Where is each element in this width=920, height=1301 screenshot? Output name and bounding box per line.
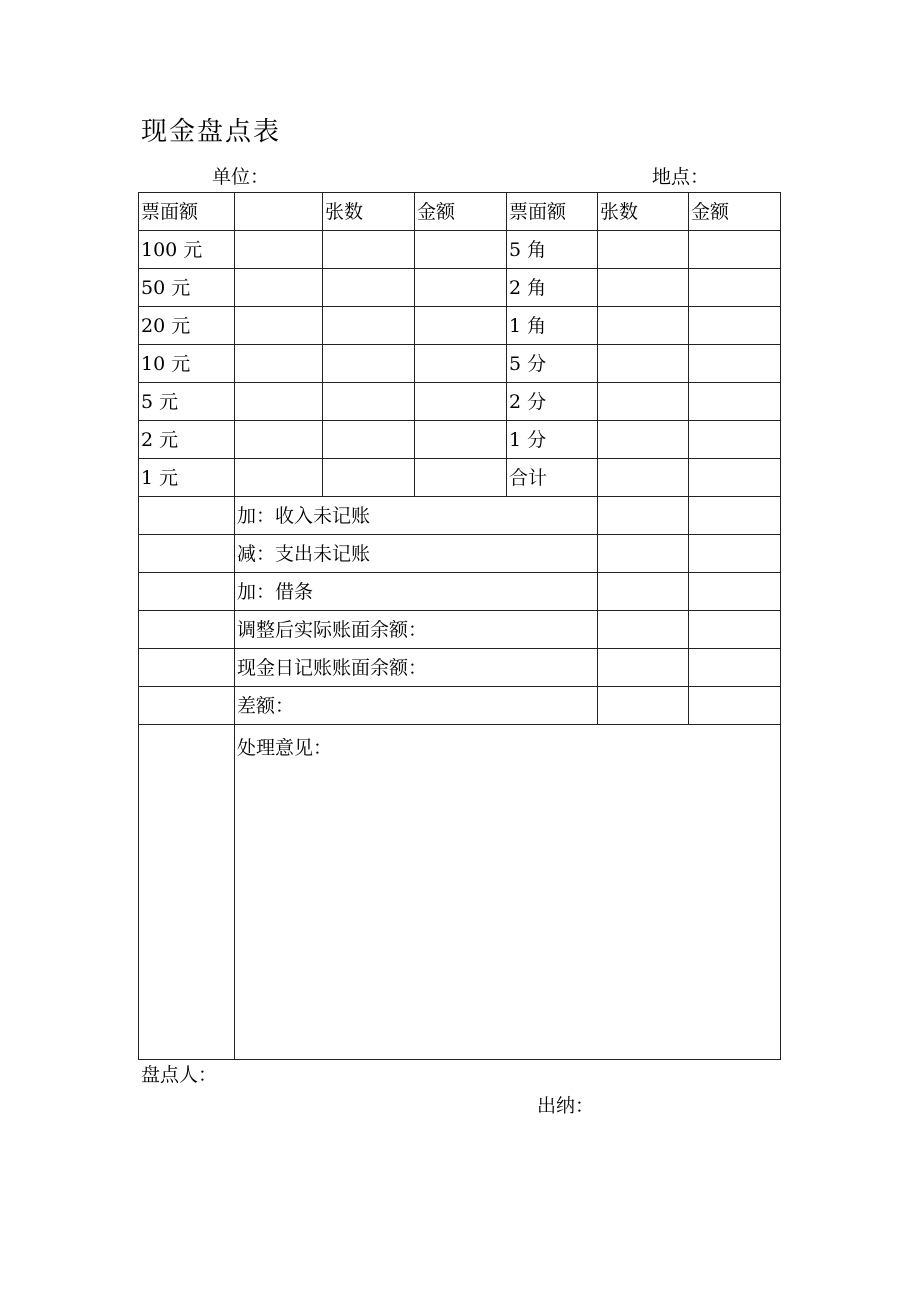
blank-cell xyxy=(139,725,235,1060)
amount-cell[interactable] xyxy=(689,497,781,535)
blank-cell[interactable] xyxy=(235,269,323,307)
amount-cell[interactable] xyxy=(689,687,781,725)
page-title: 现金盘点表 xyxy=(141,117,282,147)
count-cell[interactable] xyxy=(598,421,689,459)
count-cell[interactable] xyxy=(598,459,689,497)
amount-cell[interactable] xyxy=(689,307,781,345)
denomination-cell: 5 分 xyxy=(507,345,598,383)
amount-cell[interactable] xyxy=(415,231,507,269)
amount-cell[interactable] xyxy=(689,611,781,649)
blank-cell xyxy=(139,497,235,535)
blank-cell[interactable] xyxy=(235,421,323,459)
blank-cell xyxy=(139,573,235,611)
opinion-row xyxy=(139,725,781,1060)
header-amount-left: 金额 xyxy=(415,193,507,231)
table-header-row xyxy=(139,193,781,231)
amount-cell[interactable] xyxy=(415,345,507,383)
blank-cell[interactable] xyxy=(235,345,323,383)
amount-cell[interactable] xyxy=(415,307,507,345)
adjustment-label: 加：收入未记账 xyxy=(235,497,598,535)
adjustment-row xyxy=(139,497,781,535)
opinion-field[interactable]: 处理意见： xyxy=(235,725,781,1060)
total-label-cell: 合计 xyxy=(507,459,598,497)
table-row xyxy=(139,345,781,383)
count-cell[interactable] xyxy=(598,535,689,573)
table-row xyxy=(139,269,781,307)
table-row xyxy=(139,231,781,269)
count-cell[interactable] xyxy=(598,307,689,345)
denomination-cell: 5 角 xyxy=(507,231,598,269)
denomination-cell: 2 分 xyxy=(507,383,598,421)
amount-cell[interactable] xyxy=(415,421,507,459)
table-row xyxy=(139,421,781,459)
denomination-cell: 1 分 xyxy=(507,421,598,459)
count-cell[interactable] xyxy=(598,383,689,421)
denomination-cell: 100 元 xyxy=(139,231,235,269)
denomination-cell: 10 元 xyxy=(139,345,235,383)
amount-cell[interactable] xyxy=(415,459,507,497)
amount-cell[interactable] xyxy=(689,231,781,269)
header-blank xyxy=(235,193,323,231)
adjustment-row xyxy=(139,687,781,725)
blank-cell xyxy=(139,535,235,573)
denomination-cell: 1 角 xyxy=(507,307,598,345)
count-cell[interactable] xyxy=(323,383,415,421)
blank-cell[interactable] xyxy=(235,459,323,497)
denomination-cell: 20 元 xyxy=(139,307,235,345)
count-cell[interactable] xyxy=(323,231,415,269)
amount-cell[interactable] xyxy=(415,383,507,421)
adjustment-label: 差额： xyxy=(235,687,598,725)
cash-count-table xyxy=(138,192,781,1060)
table-row xyxy=(139,383,781,421)
cashier-signature-label: 出纳： xyxy=(537,1095,595,1117)
amount-cell[interactable] xyxy=(689,459,781,497)
table-row xyxy=(139,307,781,345)
count-cell[interactable] xyxy=(598,345,689,383)
count-cell[interactable] xyxy=(598,611,689,649)
amount-cell[interactable] xyxy=(689,383,781,421)
amount-cell[interactable] xyxy=(689,573,781,611)
adjustment-row xyxy=(139,573,781,611)
count-cell[interactable] xyxy=(598,649,689,687)
amount-cell[interactable] xyxy=(689,345,781,383)
location-label: 地点： xyxy=(652,166,710,188)
blank-cell[interactable] xyxy=(235,307,323,345)
header-amount-right: 金额 xyxy=(689,193,781,231)
count-cell[interactable] xyxy=(598,497,689,535)
blank-cell[interactable] xyxy=(235,383,323,421)
count-cell[interactable] xyxy=(598,573,689,611)
count-cell[interactable] xyxy=(323,421,415,459)
header-count-left: 张数 xyxy=(323,193,415,231)
adjustment-label: 现金日记账账面余额： xyxy=(235,649,598,687)
denomination-cell: 2 角 xyxy=(507,269,598,307)
count-cell[interactable] xyxy=(323,345,415,383)
denomination-cell: 50 元 xyxy=(139,269,235,307)
blank-cell xyxy=(139,649,235,687)
amount-cell[interactable] xyxy=(689,269,781,307)
counter-signature-label: 盘点人： xyxy=(141,1064,218,1086)
adjustment-label: 减：支出未记账 xyxy=(235,535,598,573)
table-row xyxy=(139,459,781,497)
adjustment-row xyxy=(139,611,781,649)
count-cell[interactable] xyxy=(598,687,689,725)
header-count-right: 张数 xyxy=(598,193,689,231)
adjustment-row xyxy=(139,535,781,573)
adjustment-label: 调整后实际账面余额： xyxy=(235,611,598,649)
count-cell[interactable] xyxy=(598,231,689,269)
blank-cell[interactable] xyxy=(235,231,323,269)
adjustment-label: 加：借条 xyxy=(235,573,598,611)
count-cell[interactable] xyxy=(323,307,415,345)
count-cell[interactable] xyxy=(598,269,689,307)
amount-cell[interactable] xyxy=(415,269,507,307)
adjustment-row xyxy=(139,649,781,687)
denomination-cell: 1 元 xyxy=(139,459,235,497)
blank-cell xyxy=(139,687,235,725)
denomination-cell: 2 元 xyxy=(139,421,235,459)
unit-label: 单位： xyxy=(212,166,270,188)
count-cell[interactable] xyxy=(323,459,415,497)
amount-cell[interactable] xyxy=(689,649,781,687)
amount-cell[interactable] xyxy=(689,535,781,573)
amount-cell[interactable] xyxy=(689,421,781,459)
header-denomination-left: 票面额 xyxy=(139,193,235,231)
count-cell[interactable] xyxy=(323,269,415,307)
denomination-cell: 5 元 xyxy=(139,383,235,421)
header-denomination-right: 票面额 xyxy=(507,193,598,231)
blank-cell xyxy=(139,611,235,649)
